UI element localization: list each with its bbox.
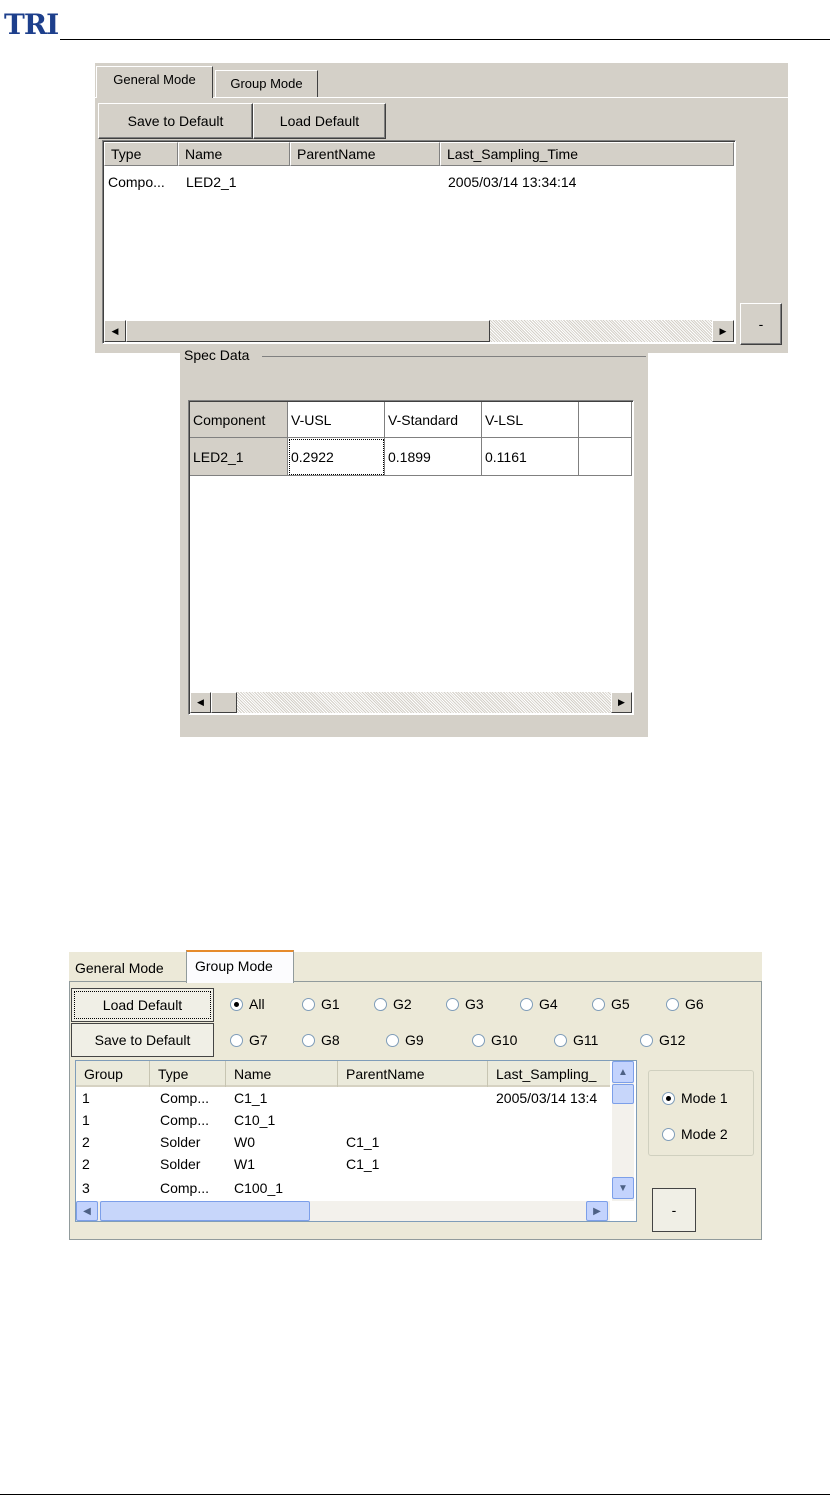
group-row-type[interactable]: Comp... — [160, 1180, 210, 1196]
radio-label: G3 — [465, 996, 484, 1012]
general-component-list[interactable] — [102, 140, 736, 344]
scroll-thumb[interactable] — [126, 320, 490, 342]
scroll-left-button[interactable]: ◀ — [104, 320, 126, 342]
hscroll-right-button[interactable]: ▶ — [586, 1201, 608, 1221]
radio-label: G2 — [393, 996, 412, 1012]
radio-label: G1 — [321, 996, 340, 1012]
group-row-group[interactable]: 1 — [82, 1090, 90, 1106]
hscroll-left-button[interactable]: ◀ — [76, 1201, 98, 1221]
radio-label: G11 — [573, 1032, 599, 1048]
tri-logo: TRI — [4, 8, 59, 41]
group-row-time[interactable]: 2005/03/14 13:4 — [496, 1090, 598, 1106]
group-row-type[interactable]: Comp... — [160, 1112, 210, 1128]
radio-circle — [386, 1034, 399, 1047]
col-header-parentname[interactable]: ParentName — [290, 142, 440, 166]
radio-circle — [592, 998, 605, 1011]
footer-rule — [0, 1494, 830, 1495]
group-row-parentname[interactable]: C1_1 — [346, 1134, 380, 1150]
radio-g8[interactable] — [302, 1032, 340, 1048]
spec-cell-empty[interactable] — [579, 438, 632, 476]
radio-mode-2[interactable] — [662, 1126, 728, 1142]
radio-circle — [446, 998, 459, 1011]
radio-label: G12 — [659, 1032, 686, 1048]
radio-g11[interactable] — [554, 1032, 598, 1048]
radio-g4[interactable] — [520, 996, 558, 1012]
load-default-button[interactable]: Load Default — [253, 103, 386, 139]
col-header-last-sampling-time[interactable]: Last_Sampling_Time — [440, 142, 734, 166]
radio-g2[interactable] — [374, 996, 412, 1012]
group-row-type[interactable]: Solder — [160, 1134, 201, 1150]
radio-mode-1-label: Mode 1 — [681, 1090, 728, 1106]
spec-cell-v-standard[interactable]: 0.1899 — [385, 438, 482, 476]
col-header-name[interactable]: Name — [178, 142, 290, 166]
group-tab-group-mode[interactable]: Group Mode — [186, 950, 294, 983]
radio-g5[interactable] — [592, 996, 630, 1012]
group-save-to-default-button[interactable]: Save to Default — [71, 1023, 214, 1057]
radio-mode-1-circle — [662, 1092, 675, 1105]
radio-g12[interactable] — [640, 1032, 685, 1048]
group-tab-strip — [69, 952, 762, 982]
spec-col-component: Component — [190, 402, 288, 438]
radio-circle — [302, 1034, 315, 1047]
radio-mode-2-label: Mode 2 — [681, 1126, 728, 1142]
group-col-header-last-sampling[interactable]: Last_Sampling_ — [496, 1066, 597, 1082]
vscroll-down-button[interactable]: ▼ — [612, 1177, 634, 1199]
group-col-header-group[interactable]: Group — [76, 1061, 150, 1087]
radio-label: G9 — [405, 1032, 424, 1048]
hscroll-thumb[interactable] — [100, 1201, 310, 1221]
row-type[interactable]: Compo... — [108, 174, 165, 190]
tab-group-mode[interactable]: Group Mode — [215, 70, 318, 97]
group-row-group[interactable]: 2 — [82, 1134, 90, 1150]
group-row-type[interactable]: Solder — [160, 1156, 201, 1172]
spec-hscrollbar[interactable] — [190, 692, 632, 713]
spec-cell-v-usl[interactable]: 0.2922 — [288, 438, 385, 476]
spec-scroll-right-button[interactable]: ▶ — [611, 692, 632, 713]
spec-col-v-standard: V-Standard — [385, 402, 482, 438]
group-load-default-button[interactable]: Load Default — [71, 988, 214, 1022]
radio-circle — [230, 1034, 243, 1047]
spec-scroll-left-button[interactable]: ◀ — [190, 692, 211, 713]
spec-col-v-usl: V-USL — [288, 402, 385, 438]
radio-circle — [640, 1034, 653, 1047]
group-row-type[interactable]: Comp... — [160, 1090, 210, 1106]
group-tab-general-mode[interactable]: General Mode — [75, 960, 164, 976]
spec-group-line — [262, 356, 646, 357]
radio-all[interactable] — [230, 996, 265, 1012]
radio-g3[interactable] — [446, 996, 484, 1012]
group-minus-button[interactable]: - — [652, 1188, 696, 1232]
spec-scroll-thumb[interactable] — [211, 692, 237, 713]
radio-label: G8 — [321, 1032, 340, 1048]
spec-col-empty — [579, 402, 632, 438]
radio-mode-1[interactable] — [662, 1090, 728, 1106]
spec-cell-component[interactable]: LED2_1 — [190, 438, 288, 476]
group-row-group[interactable]: 3 — [82, 1180, 90, 1196]
mode-groupbox — [648, 1070, 754, 1156]
vscroll-thumb[interactable] — [612, 1084, 634, 1104]
radio-mode-2-circle — [662, 1128, 675, 1141]
group-col-header-type[interactable]: Type — [150, 1061, 226, 1087]
radio-g10[interactable] — [472, 1032, 517, 1048]
group-row-name[interactable]: C10_1 — [234, 1112, 276, 1128]
radio-label: G7 — [249, 1032, 268, 1048]
group-row-name[interactable]: W0 — [234, 1134, 255, 1150]
radio-label: G5 — [611, 996, 630, 1012]
row-name[interactable]: LED2_1 — [186, 174, 237, 190]
scroll-right-button[interactable]: ▶ — [712, 320, 734, 342]
spec-col-v-lsl: V-LSL — [482, 402, 579, 438]
save-to-default-button[interactable]: Save to Default — [98, 103, 253, 139]
tab-general-mode[interactable]: General Mode — [96, 66, 213, 98]
group-row-parentname[interactable]: C1_1 — [346, 1156, 380, 1172]
row-last-sampling-time[interactable]: 2005/03/14 13:34:14 — [448, 174, 577, 190]
radio-label: G4 — [539, 996, 558, 1012]
radio-label: G6 — [685, 996, 704, 1012]
group-row-group[interactable]: 2 — [82, 1156, 90, 1172]
col-header-type[interactable]: Type — [104, 142, 178, 166]
group-col-header-parentname[interactable]: ParentName — [338, 1061, 488, 1087]
radio-label: G10 — [491, 1032, 518, 1048]
radio-circle — [472, 1034, 485, 1047]
header-rule — [60, 39, 830, 40]
radio-all-label: All — [249, 996, 265, 1012]
group-row-name[interactable]: C1_1 — [234, 1090, 268, 1106]
group-col-header-name[interactable]: Name — [226, 1061, 338, 1087]
group-row-name[interactable]: C100_1 — [234, 1180, 284, 1196]
radio-g9[interactable] — [386, 1032, 424, 1048]
group-row-name[interactable]: W1 — [234, 1156, 255, 1172]
radio-all-circle — [230, 998, 243, 1011]
radio-circle — [554, 1034, 567, 1047]
radio-circle — [666, 998, 679, 1011]
vscroll-up-button[interactable]: ▲ — [612, 1061, 634, 1083]
spec-cell-v-lsl[interactable]: 0.1161 — [482, 438, 579, 476]
radio-g6[interactable] — [666, 996, 704, 1012]
radio-g1[interactable] — [302, 996, 340, 1012]
radio-circle — [374, 998, 387, 1011]
radio-g7[interactable] — [230, 1032, 268, 1048]
spec-data-title: Spec Data — [184, 347, 250, 363]
group-row-group[interactable]: 1 — [82, 1112, 90, 1128]
minus-button[interactable]: - — [740, 303, 782, 345]
radio-circle — [302, 998, 315, 1011]
radio-circle — [520, 998, 533, 1011]
